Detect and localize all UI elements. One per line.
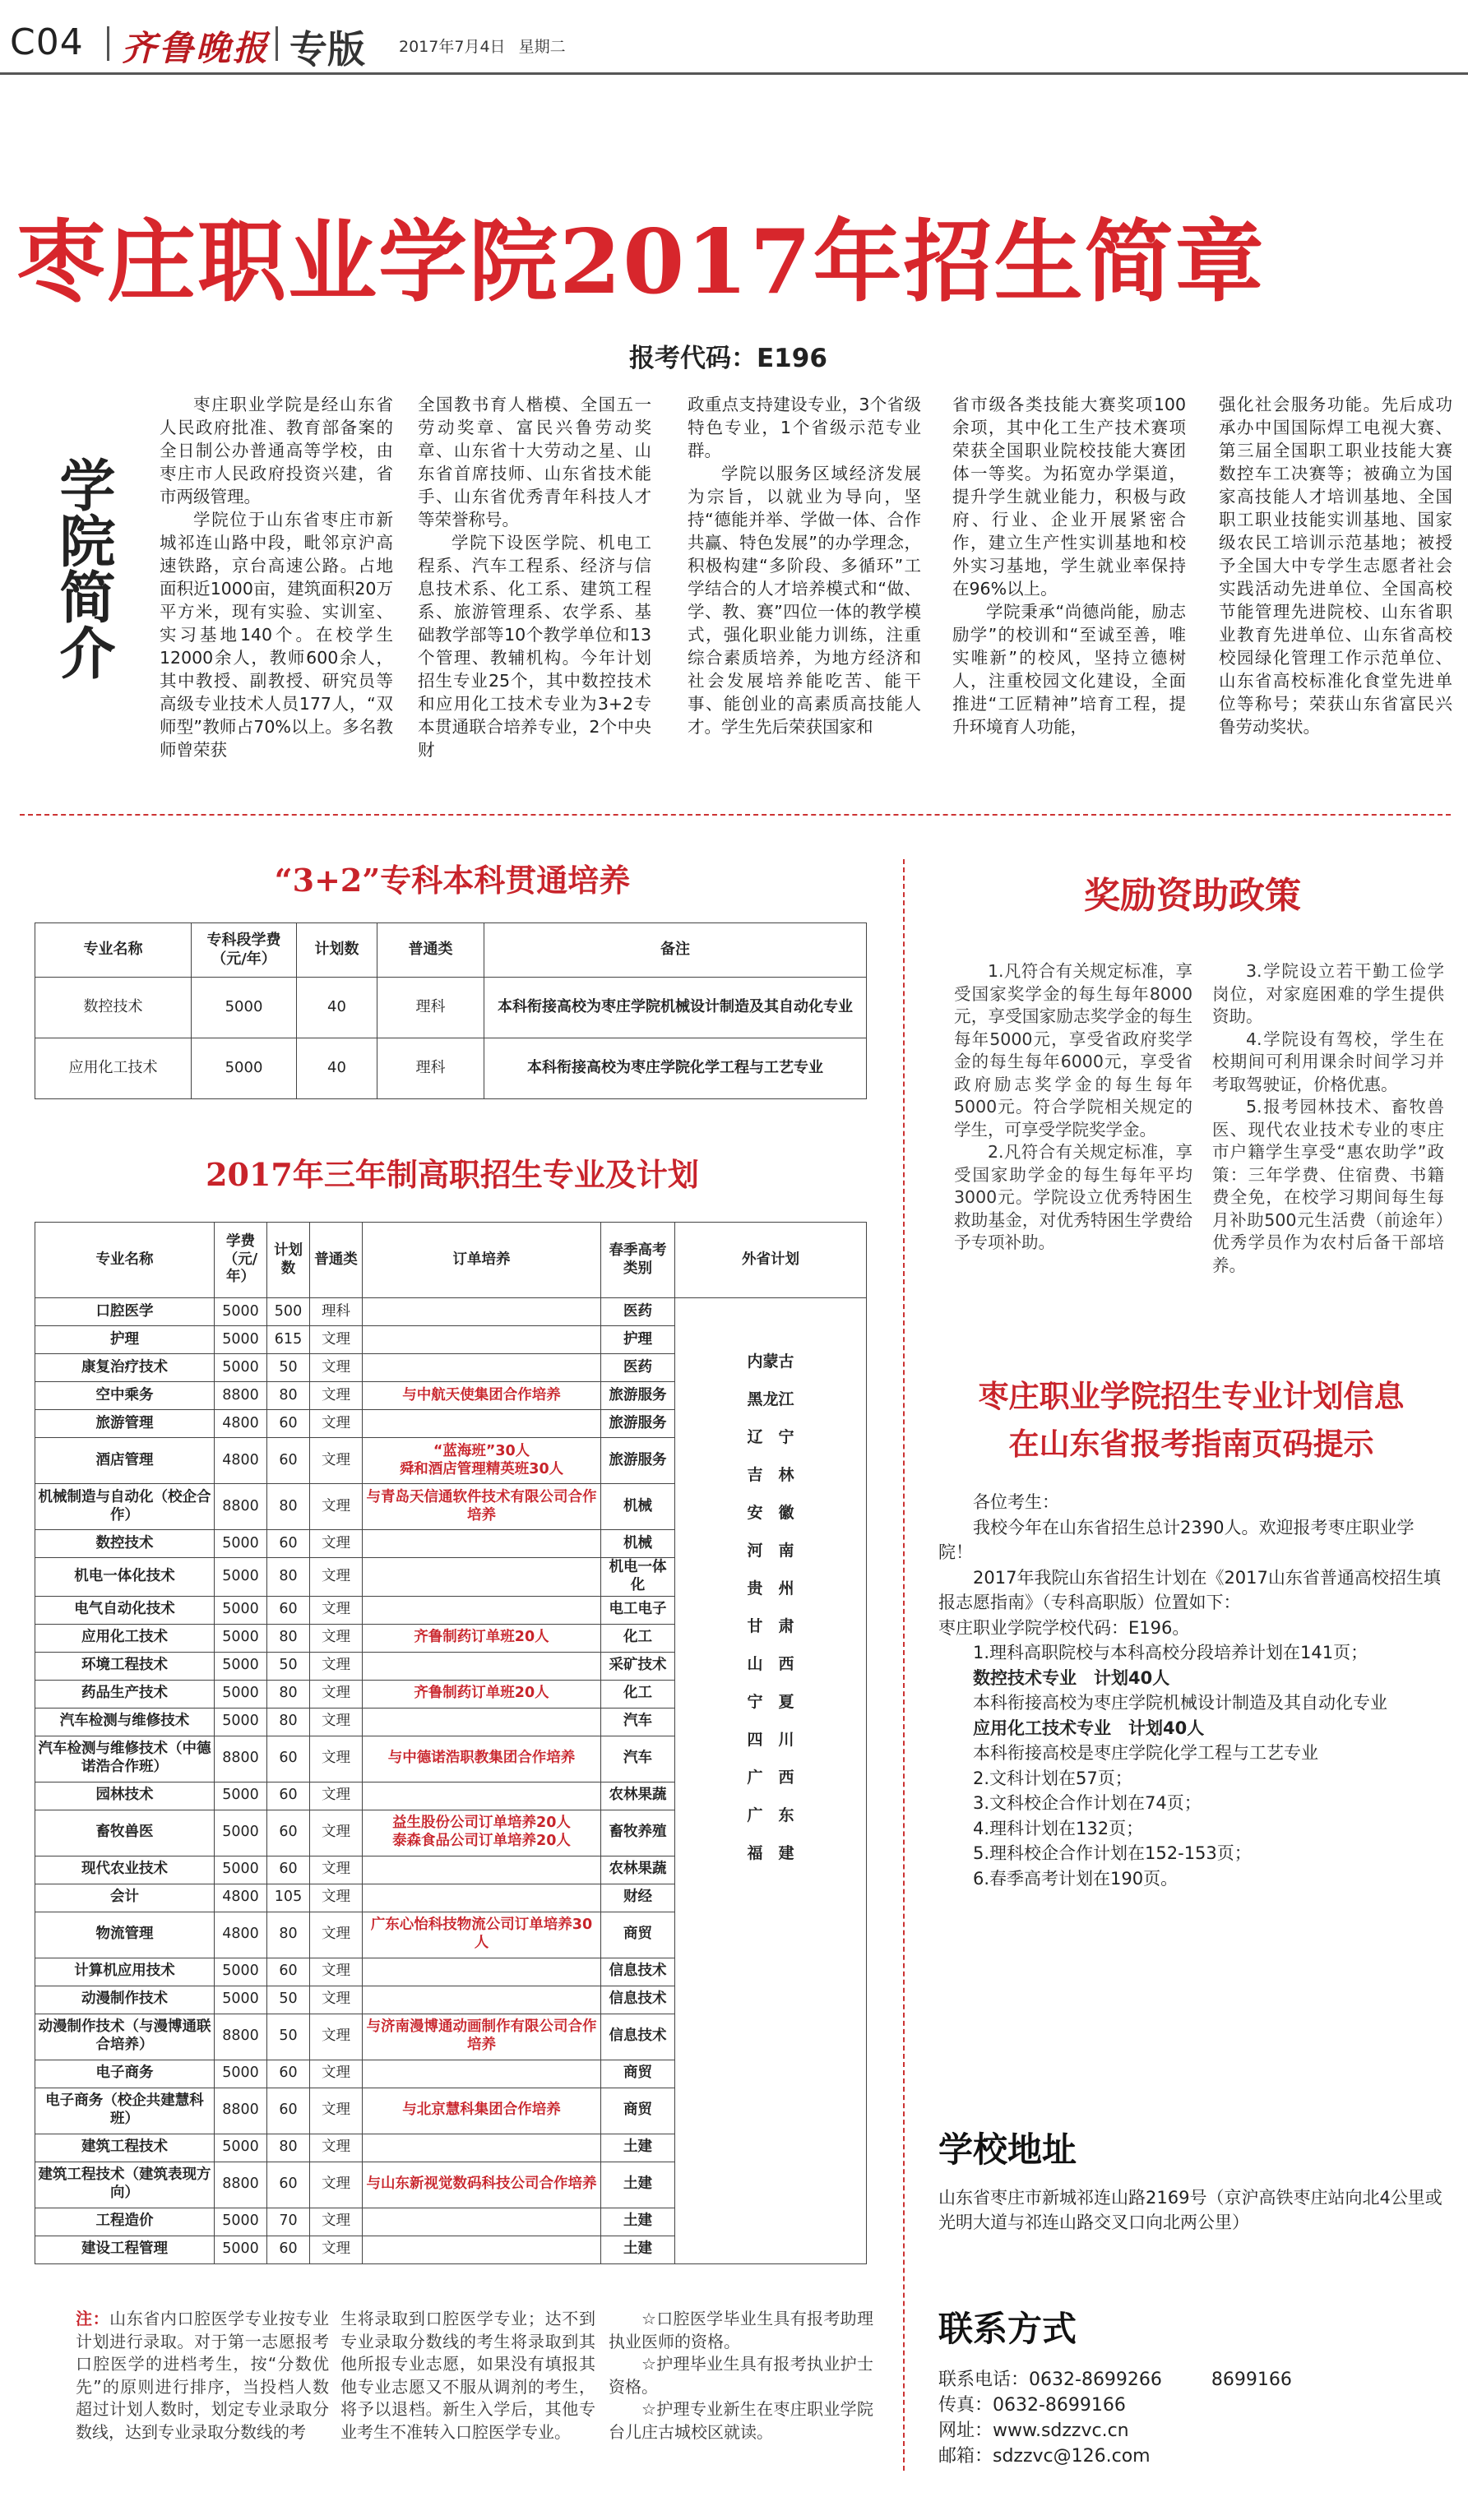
cell: 40 [297,978,377,1038]
paragraph: 4.学院设有驾校，学生在校期间可利用课余时间学习并考取驾驶证，价格优惠。 [1212,1029,1444,1094]
cell: 50 [267,2014,310,2060]
cell: 4800 [215,1438,267,1484]
cell: 理科 [310,1298,363,1326]
cell: 40 [297,1038,377,1099]
cell [363,1856,601,1884]
cell: 文理 [310,1382,363,1410]
cell: 本科衔接高校为枣庄学院化学工程与工艺专业 [484,1038,867,1099]
cell [363,2134,601,2162]
cell: 80 [267,1624,310,1652]
province: 内蒙古 [747,1352,794,1371]
paragraph: 学院位于山东省枣庄市新城祁连山路中段，毗邻京沪高速铁路，京台高速公路。占地面积近1000亩，建筑面积20万平方米，现有实验、实训室、实习基地140个。在校学生12000余人，教师600余人，其中教授、副教授、研究员等高级专业技术人员177人，“双师型”教师占70%以上。多名教师曾荣获 [160,510,393,760]
cell: 4800 [215,1912,267,1958]
cell: 理科 [377,1038,484,1099]
cell: 60 [267,1736,310,1782]
cell: 护理 [35,1326,215,1354]
cell: 文理 [310,1410,363,1438]
cell: 60 [267,2162,310,2208]
cell: 齐鲁制药订单班20人 [363,1680,601,1708]
cell: 益生股份公司订单培养20人 泰森食品公司订单培养20人 [363,1810,601,1856]
cell: 60 [267,1530,310,1558]
cell: 化工 [601,1680,675,1708]
cell: 5000 [215,2208,267,2236]
cell: 康复治疗技术 [35,1354,215,1382]
province: 黑龙江 [747,1390,794,1408]
cell: 医药 [601,1298,675,1326]
province: 吉 林 [747,1466,794,1484]
cell: 5000 [215,1986,267,2014]
cell [363,1652,601,1680]
paragraph: 省市级各类技能大赛奖项100余项，其中化工生产技术赛项荣获全国职业院校技能大赛团体一等奖。为拓宽办学渠道，提升学生就业能力，积极与政府、行业、企业开展紧密合作，建立生产性实训基地和校外实习基地，学生就业率保持在96%以上。 [952,395,1186,599]
cell: 文理 [310,1438,363,1484]
cell: 文理 [310,1558,363,1597]
cell: 广东心怡科技物流公司订单培养30人 [363,1912,601,1958]
cell: 文理 [310,1708,363,1736]
address-heading: 学校地址 [938,2129,1077,2170]
table-row [35,1298,867,1326]
note-column-2: 生将录取到口腔医学专业；达不到专业录取分数线的考生将录取到其他所报专业志愿，如果没有填报其他专业志愿又不服从调剂的考生，将予以退档。新生入学后，其他专业考生不准转入口腔医学专业。 [340,2309,595,2442]
cell [363,2060,601,2088]
column-header: 普通类 [377,923,484,978]
cell: 80 [267,1708,310,1736]
cell: 信息技术 [601,2014,675,2060]
cell: 5000 [215,1354,267,1382]
cell: 汽车检测与维修技术（中德诺浩合作班） [35,1736,215,1782]
intro-heading: 学院简介 [50,456,116,680]
paragraph: 我校今年在山东省招生总计2390人。欢迎报考枣庄职业学院！ [938,1517,1415,1562]
list-item: 应用化工技术专业 计划40人 [973,1718,1205,1738]
cell: 农林果蔬 [601,1782,675,1810]
paragraph: 5.报考园林技术、畜牧兽医、现代农业技术专业的枣庄市户籍学生享受“惠农助学”政策：三年学费、住宿费、书籍费全免，在校学习期间每生每月补助500元生活费（前途年）优秀学员作为农村后备干部培养。 [1212,1097,1444,1275]
cell: 口腔医学 [35,1298,215,1326]
cell: 旅游管理 [35,1410,215,1438]
cell: 文理 [310,1856,363,1884]
cell: 文理 [310,1326,363,1354]
cell: 70 [267,2208,310,2236]
column-header: 计划数 [267,1223,310,1298]
website[interactable]: 网址：www.sdzzvc.cn [938,2421,1129,2441]
cell: 文理 [310,1530,363,1558]
cell: 电子商务 [35,2060,215,2088]
note-label: 注： [76,2309,110,2328]
table-header-row [35,923,867,978]
intro-column-5 [1219,393,1452,794]
cell: 文理 [310,2208,363,2236]
section-divider [20,814,1451,816]
column-divider [903,859,905,2471]
column-header: 专业名称 [35,1223,215,1298]
cell [363,1298,601,1326]
aid-left-column [954,960,1192,1255]
cell [363,2208,601,2236]
cell: 财经 [601,1884,675,1912]
cell: 工程造价 [35,2208,215,2236]
province: 贵 州 [747,1579,794,1598]
cell: 文理 [310,1958,363,1986]
intro-column-1 [160,393,393,794]
cell: 5000 [215,1558,267,1597]
header-divider [276,26,278,61]
note-item: ☆口腔医学毕业生具有报考助理执业医师的资格。 [609,2309,873,2351]
cell: 环境工程技术 [35,1652,215,1680]
cell [363,2236,601,2263]
cell: 文理 [310,1782,363,1810]
cell: 文理 [310,1624,363,1652]
cell: 汽车 [601,1736,675,1782]
newspaper-logo: 齐鲁晚报 [122,28,271,68]
header-rule [0,72,1468,75]
paragraph: 1.凡符合有关规定标准，享受国家奖学金的每生每年8000元，享受国家励志奖学金的每生每年5000元，享受省政府奖学金的每生每年6000元，享受省政府励志奖学金的每生每年5000元。符合学院相关规定的学生，可享受学院奖学金。 [954,961,1192,1140]
aid-right-column [1212,960,1444,1277]
cell: 电子商务（校企共建慧科班） [35,2088,215,2134]
paragraph: 强化社会服务功能。先后成功承办中国国际焊工电视大赛、第三届全国职工职业技能大赛数控车工决赛等；被确立为国家高技能人才培训基地、全国职工职业技能实训基地、国家级农民工培训示范基地；被授予全国大中专学生志愿者社会实践活动先进单位、全国高校节能管理先进院校、山东省职业教育先进单位、山东省高校校园绿化管理工作示范单位、山东省高校标准化食堂先进单位等称号；荣获山东省富民兴鲁劳动奖状。 [1219,395,1452,737]
paragraph: 枣庄职业学院是经山东省人民政府批准、教育部备案的全日制公办普通高等学校，由枣庄市人民政府投资兴建，省市两级管理。 [160,395,393,506]
table1-title: “3+2”专科本科贯通培养 [274,862,631,899]
table-row [35,1038,867,1099]
page-number: C04 [10,21,84,63]
cell [363,1326,601,1354]
cell: 文理 [310,2162,363,2208]
column-header: 外省计划 [675,1223,867,1298]
cell: 60 [267,1958,310,1986]
province: 四 川 [747,1731,794,1749]
cell: 文理 [310,1912,363,1958]
column-header: 春季高考类别 [601,1223,675,1298]
cell: 80 [267,1382,310,1410]
province: 广 东 [747,1806,794,1824]
cell: 汽车检测与维修技术 [35,1708,215,1736]
cell: 酒店管理 [35,1438,215,1484]
cell: 机电一体化 [601,1558,675,1597]
cell: 动漫制作技术（与漫博通联合培养） [35,2014,215,2060]
cell: 土建 [601,2134,675,2162]
list-item: 1.理科高职院校与本科高校分段培养计划在141页； [973,1643,1368,1662]
cell: 文理 [310,2236,363,2263]
cell: 化工 [601,1624,675,1652]
cell: 50 [267,1652,310,1680]
phone-2: 8699166 [1211,2370,1292,2390]
phone-label: 联系电话： [938,2370,1030,2390]
cell: 与中航天使集团合作培养 [363,1382,601,1410]
info-body [938,1490,1448,1891]
cell [363,1884,601,1912]
header-divider [107,26,109,61]
cell: 与青岛天信通软件技术有限公司合作培养 [363,1484,601,1530]
info-title-2: 在山东省报考指南页码提示 [1008,1426,1374,1462]
cell [363,1708,601,1736]
intro-column-3 [688,393,921,794]
cell: 60 [267,1410,310,1438]
cell: 8800 [215,2088,267,2134]
cell: 50 [267,1986,310,2014]
cell: 建筑工程技术（建筑表现方向） [35,2162,215,2208]
address-text: 山东省枣庄市新城祁连山路2169号（京沪高铁枣庄站向北4公里或光明大道与祁连山路交叉口向北两公里） [938,2188,1443,2232]
cell: 文理 [310,1596,363,1624]
cell: 5000 [215,2060,267,2088]
note-item: ☆护理毕业生具有报考执业护士资格。 [609,2354,873,2397]
phone: 0632-8699266 [1029,2370,1162,2390]
cell: 信息技术 [601,1986,675,2014]
list-item: 本科衔接高校为枣庄学院机械设计制造及其自动化专业 [973,1693,1387,1713]
paragraph: 学院下设医学院、机电工程系、汽车工程系、经济与信息技术系、化工系、建筑工程系、旅游管理系、农学系、基础教学部等10个教学单位和13个管理、教辅机构。今年计划招生专业25个，其中数控技术和应用化工技术专业为3+2专本贯通联合培养专业，2个中央财 [418,533,651,760]
cell: 理科 [377,978,484,1038]
table-programs [35,1222,867,2264]
cell: 本科衔接高校为枣庄学院机械设计制造及其自动化专业 [484,978,867,1038]
cell: 采矿技术 [601,1652,675,1680]
list-item: 6.春季高考计划在190页。 [973,1868,1179,1889]
school-code: 枣庄职业学院学校代码：E196。 [938,1617,1190,1638]
list-item: 5.理科校企合作计划在152-153页； [973,1843,1252,1863]
cell: 数控技术 [35,978,192,1038]
cell: 文理 [310,1680,363,1708]
paragraph: 学院秉承“尚德尚能，励志励学”的校训和“至诚至善，唯实唯新”的校风，坚持立德树人，注重校园文化建设，全面推进“工匠精神”培育工程，提升环境育人功能， [952,602,1186,737]
cell: 80 [267,1680,310,1708]
cell: 5000 [215,2134,267,2162]
cell: 5000 [215,1624,267,1652]
paragraph: 学院以服务区域经济发展为宗旨，以就业为导向，坚持“德能并举、学做一体、合作共赢、特色发展”的办学理念，积极构建“多阶段、多循环”工学结合的人才培养模式和“做、学、教、赛”四位一体的教学模式，强化职业能力训练，注重综合素质培养，为地方经济和社会发展培养能吃苦、能干事、能创业的高素质高技能人才。学生先后荣获国家和 [688,464,921,737]
cell: 文理 [310,1884,363,1912]
cell: 机械 [601,1530,675,1558]
column-header: 计划数 [297,923,377,978]
cell: 土建 [601,2208,675,2236]
column-header: 备注 [484,923,867,978]
cell: 旅游服务 [601,1410,675,1438]
cell: 旅游服务 [601,1438,675,1484]
province: 辽 宁 [747,1428,794,1446]
cell: 文理 [310,1484,363,1530]
cell: 应用化工技术 [35,1038,192,1099]
cell: 4800 [215,1410,267,1438]
cell: 齐鲁制药订单班20人 [363,1624,601,1652]
list-item: 本科衔接高校是枣庄学院化学工程与工艺专业 [973,1743,1318,1763]
cell: 畜牧兽医 [35,1810,215,1856]
list-item: 3.文科校企合作计划在74页； [973,1793,1202,1813]
cell: 会计 [35,1884,215,1912]
table-row [35,978,867,1038]
note-column-1 [76,2308,329,2444]
contact-info [938,2367,1448,2469]
cell: 土建 [601,2162,675,2208]
cell [363,1530,601,1558]
cell: 5000 [215,1856,267,1884]
cell: 500 [267,1298,310,1326]
paragraph: 2017年我院山东省招生计划在《2017山东省普通高校招生填报志愿指南》（专科高职版）位置如下： [938,1567,1441,1612]
cell: 60 [267,1596,310,1624]
cell: 商贸 [601,1912,675,1958]
cell: 电工电子 [601,1596,675,1624]
aid-title: 奖励资助政策 [1084,875,1301,917]
cell: 8800 [215,1484,267,1530]
cell: 8800 [215,2162,267,2208]
cell: 空中乘务 [35,1382,215,1410]
cell [363,1986,601,2014]
cell: 机电一体化技术 [35,1558,215,1597]
cell: 80 [267,1484,310,1530]
fax: 传真：0632-8699166 [938,2395,1126,2416]
cell: 60 [267,1856,310,1884]
cell: 商贸 [601,2060,675,2088]
province: 河 南 [747,1542,794,1560]
intro-column-2 [418,393,651,794]
cell: 615 [267,1326,310,1354]
cell: 5000 [215,2236,267,2263]
cell: 80 [267,1558,310,1597]
paragraph: 全国教书育人楷模、全国五一劳动奖章、富民兴鲁劳动奖章、山东省十大劳动之星、山东省首席技师、山东省技术能手、山东省优秀青年科技人才等荣誉称号。 [418,395,651,529]
column-title: 专版 [289,27,365,72]
cell: 105 [267,1884,310,1912]
cell: 60 [267,1782,310,1810]
list-item: 4.理科计划在132页； [973,1818,1144,1838]
cell: 与北京慧科集团合作培养 [363,2088,601,2134]
cell: 8800 [215,1382,267,1410]
note-item: ☆护理专业新生在枣庄职业学院台儿庄古城校区就读。 [609,2399,873,2442]
province: 甘 肃 [747,1617,794,1635]
cell: 物流管理 [35,1912,215,1958]
table-body [35,1298,867,2264]
cell: 文理 [310,2014,363,2060]
cell: “蓝海班”30人 舜和酒店管理精英班30人 [363,1438,601,1484]
column-header: 学费（元/年） [215,1223,267,1298]
cell: 5000 [215,1810,267,1856]
column-header: 普通类 [310,1223,363,1298]
cell [363,1410,601,1438]
cell: 5000 [215,1680,267,1708]
cell: 旅游服务 [601,1382,675,1410]
cell: 5000 [215,1708,267,1736]
cell: 护理 [601,1326,675,1354]
cell [363,1958,601,1986]
cell: 5000 [215,1530,267,1558]
cell: 计算机应用技术 [35,1958,215,1986]
column-header: 订单培养 [363,1223,601,1298]
cell: 5000 [215,1782,267,1810]
cell: 园林技术 [35,1782,215,1810]
cell: 文理 [310,2060,363,2088]
intro-column-4 [952,393,1186,794]
cell: 8800 [215,1736,267,1782]
cell: 60 [267,2236,310,2263]
cell: 文理 [310,1354,363,1382]
cell: 5000 [215,1326,267,1354]
table-header-row [35,1223,867,1298]
cell [363,1596,601,1624]
cell: 5000 [215,1652,267,1680]
cell: 机械制造与自动化（校企合作） [35,1484,215,1530]
cell: 数控技术 [35,1530,215,1558]
province: 山 西 [747,1655,794,1673]
cell: 机械 [601,1484,675,1530]
cell: 4800 [215,1884,267,1912]
cell: 文理 [310,1986,363,2014]
cell: 文理 [310,2088,363,2134]
cell: 信息技术 [601,1958,675,1986]
cell: 现代农业技术 [35,1856,215,1884]
cell: 50 [267,1354,310,1382]
table-3plus2 [35,922,867,1099]
cell: 文理 [310,1810,363,1856]
cell: 60 [267,1438,310,1484]
note-text: 山东省内口腔医学专业按专业计划进行录取。对于第一志愿报考口腔医学的进档考生，按“分数优先”的原则进行排序，当投档人数超过计划人数时，划定专业录取分数线，达到专业录取分数线的考 [76,2309,330,2442]
cell: 60 [267,1810,310,1856]
cell: 与济南漫博通动画制作有限公司合作培养 [363,2014,601,2060]
province: 福 建 [747,1844,794,1862]
contact-heading: 联系方式 [938,2309,1077,2349]
cell: 文理 [310,1652,363,1680]
email[interactable]: 邮箱：sdzzvc@126.com [938,2446,1151,2467]
cell: 动漫制作技术 [35,1986,215,2014]
cell: 5000 [215,1596,267,1624]
list-item: 2.文科计划在57页； [973,1768,1132,1788]
phone-line [938,2367,1448,2393]
cell: 8800 [215,2014,267,2060]
cell: 土建 [601,2236,675,2263]
table2-title: 2017年三年制高职招生专业及计划 [206,1156,699,1193]
page-title: 枣庄职业学院2017年招生简章 [16,210,1266,314]
note-column-3 [609,2308,873,2444]
cell [363,1558,601,1597]
province: 广 西 [747,1769,794,1787]
list-item: 数控技术专业 计划40人 [973,1667,1170,1688]
paragraph: 3.学院设立若干勤工俭学岗位，对家庭困难的学生提供资助。 [1212,961,1444,1026]
cell [363,1782,601,1810]
cell [363,1354,601,1382]
cell: 建设工程管理 [35,2236,215,2263]
paragraph: 2.凡符合有关规定标准，享受国家助学金的每生每年平均3000元。学院设立优秀特困生救助基金，对优秀特困生学费给予专项补助。 [954,1142,1192,1252]
cell: 5000 [192,1038,297,1099]
column-header: 专业名称 [35,923,192,978]
cell: 80 [267,1912,310,1958]
out-of-province-cell [675,1298,867,2264]
cell: 与山东新视觉数码科技公司合作培养 [363,2162,601,2208]
cell: 与中德诺浩职教集团合作培养 [363,1736,601,1782]
cell: 农林果蔬 [601,1856,675,1884]
cell: 5000 [215,1298,267,1326]
cell: 60 [267,2060,310,2088]
cell: 医药 [601,1354,675,1382]
cell: 5000 [215,1958,267,1986]
column-header: 专科段学费（元/年） [192,923,297,978]
issue-date: 2017年7月4日 星期二 [399,38,566,56]
cell: 应用化工技术 [35,1624,215,1652]
greeting: 各位考生： [973,1492,1059,1512]
info-title-1: 枣庄职业学院招生专业计划信息 [978,1378,1405,1414]
province: 安 徽 [747,1504,794,1522]
province: 宁 夏 [747,1693,794,1711]
cell: 建筑工程技术 [35,2134,215,2162]
cell: 60 [267,2088,310,2134]
cell: 5000 [192,978,297,1038]
cell: 文理 [310,2134,363,2162]
cell: 汽车 [601,1708,675,1736]
cell: 商贸 [601,2088,675,2134]
cell: 80 [267,2134,310,2162]
cell: 药品生产技术 [35,1680,215,1708]
paragraph: 政重点支持建设专业，3个省级特色专业，1个省级示范专业群。 [688,395,921,460]
cell: 文理 [310,1736,363,1782]
cell: 电气自动化技术 [35,1596,215,1624]
cell: 畜牧养殖 [601,1810,675,1856]
exam-code: 报考代码：E196 [629,344,827,373]
